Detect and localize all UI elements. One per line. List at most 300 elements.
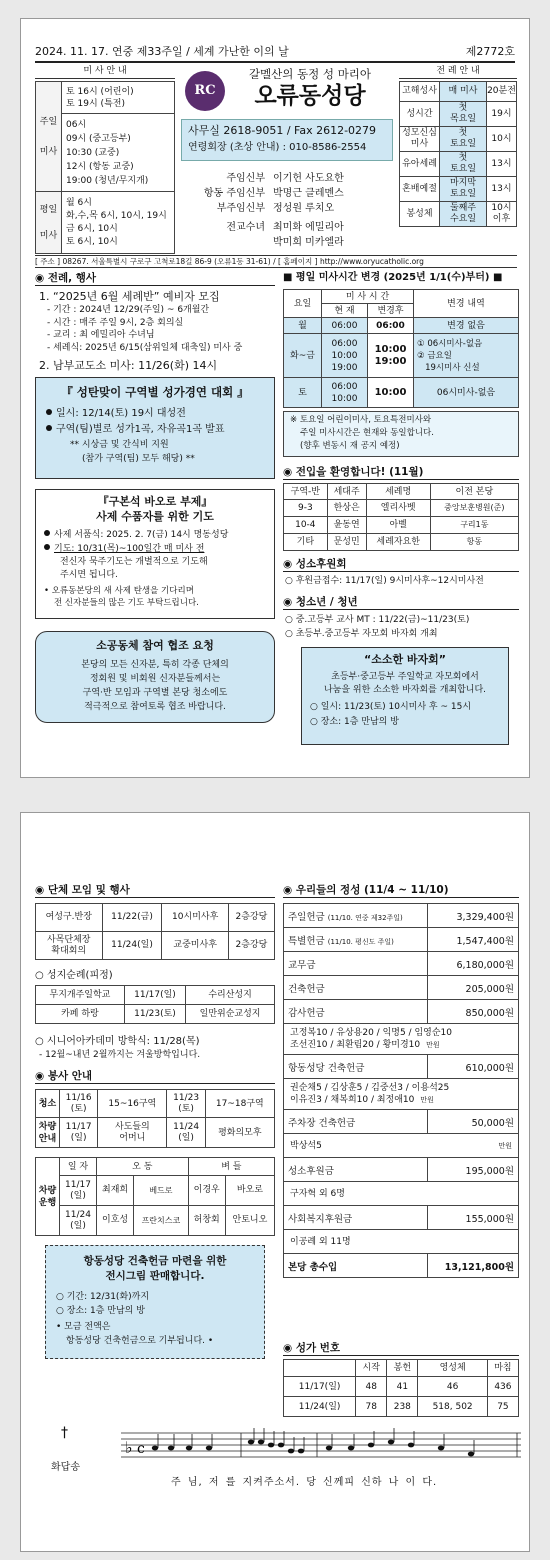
cell: 11/24 (일) bbox=[167, 1118, 205, 1148]
ordination-date: 사제 서품식: 2025. 2. 7(금) 14시 명동성당 bbox=[54, 530, 229, 540]
list-item: 09시 (중고등부) bbox=[66, 133, 131, 144]
table-row bbox=[284, 1158, 519, 1182]
sacrament-table bbox=[399, 81, 517, 227]
offering-amount: 50,000원 bbox=[427, 1110, 518, 1134]
list-item: 화,수,목 6시, 10시, 19시 bbox=[66, 210, 167, 221]
list-item: 12시 (항동 교중) bbox=[66, 161, 134, 172]
logo-text: RC bbox=[194, 83, 216, 98]
column-header: 오 동 bbox=[96, 1158, 188, 1176]
clergy-name: 박명근 클레멘스 bbox=[273, 188, 344, 199]
table-row bbox=[36, 904, 275, 932]
table-row bbox=[400, 82, 517, 102]
address-bar: [ 주소 ] 08267. 서울특별시 구로구 고척로18길 86-9 (오류1동 31-61) / [ 홈페이지 ] http://www.oryucatholic.org bbox=[35, 255, 517, 268]
offering-name: 건축헌금 bbox=[284, 976, 428, 1000]
sacrament-day: 첫 토요일 bbox=[440, 127, 487, 152]
service-table bbox=[35, 1089, 275, 1148]
section-title: 전례, 행사 bbox=[47, 272, 97, 284]
baptism-class-title: 1. “2025년 6월 세례반” 예비자 모집 bbox=[39, 290, 220, 303]
cell: 75 bbox=[487, 1397, 518, 1417]
list-item: 19:00 (청년/무지개) bbox=[66, 175, 149, 186]
table-row bbox=[284, 517, 519, 534]
welcome-table bbox=[283, 483, 519, 551]
carol-prize-note: (참가 구역(팀) 모두 해당) ** bbox=[82, 454, 195, 464]
cell: 436 bbox=[487, 1377, 518, 1397]
cell: 허창회 bbox=[188, 1206, 225, 1236]
cell: 11/17 (일) bbox=[60, 1176, 97, 1206]
table-row bbox=[284, 1206, 519, 1230]
offerings-table bbox=[283, 903, 519, 1278]
deacon-title: 『구본석 바오로 부제』 bbox=[97, 495, 213, 508]
list-item: - 교리 : 최 에밀리아 수녀님 bbox=[47, 330, 155, 340]
clergy-row bbox=[181, 235, 393, 250]
cell: 06시미사-없음 bbox=[414, 378, 519, 408]
table-row bbox=[284, 1110, 519, 1134]
clergy-name: 이기헌 사도요한 bbox=[273, 173, 344, 184]
note-head bbox=[368, 1443, 374, 1448]
weekday-mass-list bbox=[62, 192, 175, 254]
cell: 사도들의 어머니 bbox=[98, 1118, 167, 1148]
cell: 변경 없음 bbox=[414, 318, 519, 334]
note-head bbox=[438, 1446, 444, 1451]
table-row bbox=[284, 976, 519, 1000]
carol-contest-title: 『 성탄맞이 구역별 성가경연 대회 』 bbox=[61, 385, 249, 399]
prayer-note: 주시면 됩니다. bbox=[60, 570, 118, 580]
cell: 11/23(토) bbox=[124, 1005, 185, 1024]
clergy-role: 부주임신부 bbox=[216, 203, 265, 214]
cell: 세례자요한 bbox=[366, 534, 430, 551]
offering-amount: 850,000원 bbox=[427, 1000, 518, 1024]
clergy-role bbox=[181, 235, 273, 250]
header-mass-time: 미 사 시 간 bbox=[322, 290, 414, 304]
cell: 사목단체장 확대회의 bbox=[36, 932, 103, 960]
issue-date-title: 2024. 11. 17. 연중 제33주일 / 세계 가난한 이의 날 bbox=[35, 45, 289, 58]
clergy-role: 항동 주임신부 bbox=[203, 188, 265, 199]
unit-label: 만원 bbox=[498, 1141, 512, 1150]
ordination-prayer-box bbox=[35, 489, 275, 619]
music-staff bbox=[121, 1423, 521, 1471]
bazaar-date: ○ 일시: 11/23(토) 10시미사 후 ~ 15시 bbox=[310, 702, 472, 712]
hymn-table bbox=[283, 1359, 519, 1417]
note-head bbox=[288, 1449, 294, 1454]
donor-names: 박상석5 bbox=[290, 1140, 322, 1151]
sacrament-guide bbox=[399, 65, 517, 227]
cell: 일만위순교성지 bbox=[186, 1005, 275, 1024]
prayer-period: 기도: 10/31(목)~100일간 매 미사 전 bbox=[54, 544, 205, 554]
cell: 46 bbox=[418, 1377, 487, 1397]
table-row bbox=[284, 334, 519, 378]
list-item: - 시간 : 매주 주일 9시, 2층 회의실 bbox=[47, 317, 184, 328]
community-text: 정회원 및 비회원 신자분들께서는 bbox=[89, 674, 221, 684]
cell: 이경우 bbox=[188, 1176, 225, 1206]
donor-names: 고정복10 / 유상용20 / 익명5 / 임영순10 bbox=[290, 1028, 452, 1038]
cell: 아벨 bbox=[366, 517, 430, 534]
response-label: 화답송 bbox=[51, 1462, 80, 1473]
donor-names: 조선진10 / 최환림20 / 황미경10 bbox=[290, 1040, 421, 1050]
table-row bbox=[284, 1230, 519, 1254]
note-head bbox=[168, 1446, 174, 1451]
offering-note: (11/10. 평신도 주일) bbox=[327, 937, 394, 946]
cell: 06:00 10:00 bbox=[322, 378, 368, 408]
note-head bbox=[298, 1449, 304, 1454]
clergy-name: 정성원 루치오 bbox=[273, 203, 335, 214]
sacrament-name: 성시간 bbox=[400, 102, 440, 127]
liturgy-content bbox=[39, 289, 279, 373]
parish-name: 오류동성당 bbox=[254, 83, 366, 109]
table-row bbox=[284, 904, 519, 928]
table-row bbox=[284, 952, 519, 976]
cell: 06:00 bbox=[322, 318, 368, 334]
sacrament-time: 13시 bbox=[487, 177, 517, 202]
sacrament-day: 마지막 토요일 bbox=[440, 177, 487, 202]
column-header bbox=[284, 1360, 356, 1377]
table-row bbox=[284, 1000, 519, 1024]
table-row bbox=[36, 1090, 275, 1118]
donor-names: 이공례 외 11명 bbox=[284, 1230, 519, 1254]
sacrament-day: 둘째주 수요일 bbox=[440, 202, 487, 227]
cell: 11/16 (토) bbox=[60, 1090, 98, 1118]
column-header: 봉헌 bbox=[387, 1360, 418, 1377]
cell: 78 bbox=[356, 1397, 387, 1417]
list-item: - 세례식: 2025년 6/15(삼위일체 대축일) 미사 중 bbox=[47, 342, 243, 353]
cell: 9-3 bbox=[284, 500, 328, 517]
note-head bbox=[408, 1443, 414, 1448]
bullet-icon: ◉ bbox=[283, 1342, 296, 1354]
bulletin-page-front bbox=[20, 18, 530, 778]
note-head bbox=[388, 1440, 394, 1445]
bazaar-place: ○ 장소: 1층 만남의 방 bbox=[310, 717, 399, 727]
cell: 교중미사후 bbox=[162, 932, 228, 960]
cross-icon: † bbox=[61, 1425, 68, 1441]
section-liturgy bbox=[35, 271, 275, 286]
cell: 06:00 bbox=[368, 318, 414, 334]
column-header: 시작 bbox=[356, 1360, 387, 1377]
driver-table bbox=[35, 1157, 275, 1236]
cell: 10시미사후 bbox=[162, 904, 228, 932]
bazaar-box bbox=[301, 647, 509, 745]
section-offerings bbox=[283, 883, 519, 898]
offering-amount: 205,000원 bbox=[427, 976, 518, 1000]
cell: 수리산성지 bbox=[186, 986, 275, 1005]
sacrament-time: 20분전 bbox=[487, 82, 517, 102]
bullet-icon: ◉ bbox=[35, 1070, 48, 1082]
bullet-icon: ◉ bbox=[283, 466, 296, 478]
table-row bbox=[284, 1079, 519, 1110]
cell: 41 bbox=[387, 1377, 418, 1397]
mass-guide bbox=[35, 65, 175, 254]
cell: ① 06시미사-없음 ② 금요일 19시미사 신설 bbox=[414, 334, 519, 378]
section-title: 전입을 환영합니다! (11월) bbox=[295, 466, 424, 478]
section-title: 성가 번호 bbox=[295, 1342, 341, 1354]
list-item: 토 6시, 10시 bbox=[66, 236, 118, 247]
clergy-name: 최미화 에밀리아 bbox=[273, 222, 344, 233]
bullet-icon bbox=[46, 409, 52, 415]
clergy-name: 박미희 미카엘라 bbox=[273, 237, 344, 248]
cell: 항동 bbox=[430, 534, 518, 551]
cell: 월 bbox=[284, 318, 322, 334]
cell: 엘리사벳 bbox=[366, 500, 430, 517]
bulletin-header bbox=[35, 45, 515, 63]
header-details: 변경 내역 bbox=[414, 290, 519, 318]
table-row bbox=[400, 202, 517, 227]
sacrament-name: 성모신심 미사 bbox=[400, 127, 440, 152]
sacrament-time: 10시 bbox=[487, 127, 517, 152]
clergy-role: 주임신부 bbox=[226, 173, 265, 184]
bazaar-text: 나눔을 위한 소소한 바자회를 개최합니다. bbox=[323, 685, 487, 695]
clergy-row bbox=[181, 171, 393, 186]
bazaar-announce: ○ 초등부.중고등부 자모회 바자회 개최 bbox=[285, 629, 438, 639]
mass-guide-table bbox=[35, 81, 175, 254]
sacrament-day: 첫 목요일 bbox=[440, 102, 487, 127]
cell: 화~금 bbox=[284, 334, 322, 378]
table-header-row bbox=[36, 1158, 275, 1176]
header-current: 현 재 bbox=[322, 304, 368, 318]
offering-amount: 195,000원 bbox=[427, 1158, 518, 1182]
carol-date: 일시: 12/14(토) 19시 대성전 bbox=[56, 408, 186, 419]
offering-amount: 6,180,000원 bbox=[427, 952, 518, 976]
cell: 바오로 bbox=[225, 1176, 274, 1206]
funeral-contact: 연령회장 (초상 안내) : 010-8586-2554 bbox=[188, 142, 367, 153]
note-line: ※ 토요일 어린이미사, 토요특전미사와 bbox=[290, 415, 432, 425]
table-row bbox=[400, 152, 517, 177]
section-youth bbox=[283, 595, 519, 610]
offering-name: 교무금 bbox=[284, 952, 428, 976]
unit-label: 만원 bbox=[420, 1096, 434, 1104]
clergy-list bbox=[181, 171, 393, 250]
note-head bbox=[258, 1440, 264, 1445]
weekday-change-title: ■ 평일 미사시간 변경 (2025년 1/1(수)부터) ■ bbox=[283, 272, 503, 283]
carol-contest-box bbox=[35, 377, 275, 479]
youth-lines bbox=[285, 613, 521, 641]
section-title: 우리들의 정성 (11/4 ~ 11/10) bbox=[295, 884, 449, 896]
bullet-icon bbox=[44, 530, 50, 536]
column-header: 영성체 bbox=[418, 1360, 487, 1377]
carol-songs: 구역(팀)별로 성가1곡, 자유곡1곡 발표 bbox=[56, 424, 225, 435]
note-head bbox=[468, 1452, 474, 1457]
clergy-row bbox=[181, 201, 393, 216]
offering-amount: 610,000원 bbox=[427, 1055, 518, 1079]
offering-name: 주차장 건축헌금 bbox=[284, 1110, 428, 1134]
cell: 06:00 10:00 19:00 bbox=[322, 334, 368, 378]
mass-guide-title: 미 사 안 내 bbox=[35, 65, 175, 79]
table-row bbox=[400, 127, 517, 152]
sacrament-name: 봉성체 bbox=[400, 202, 440, 227]
column-header: 일 자 bbox=[60, 1158, 97, 1176]
office-phone: 사무실 2618-9051 / Fax 2612-0279 bbox=[188, 124, 377, 137]
bullet-icon: ◉ bbox=[283, 558, 296, 570]
cell: 구리1동 bbox=[430, 517, 518, 534]
bullet-icon bbox=[46, 425, 52, 431]
note-line: (향후 변동시 재 공지 예정) bbox=[300, 441, 400, 451]
column-header: 이전 본당 bbox=[430, 484, 518, 500]
sunday-label-2: 미사 bbox=[39, 146, 58, 157]
note-head bbox=[248, 1440, 254, 1445]
weekday-label-1: 평일 bbox=[39, 204, 58, 215]
table-row bbox=[284, 1134, 519, 1158]
cell: 17~18구역 bbox=[205, 1090, 274, 1118]
cell: 11/22(금) bbox=[102, 904, 162, 932]
bullet-icon: ◉ bbox=[283, 596, 296, 608]
bullet-icon: ◉ bbox=[35, 272, 48, 284]
teacher-mt: ○ 중.고등부 교사 MT : 11/22(금)~11/23(토) bbox=[285, 615, 470, 625]
offering-amount: 3,329,400원 bbox=[427, 904, 518, 928]
note-head bbox=[326, 1446, 332, 1451]
carol-prize: ** 시상금 및 간식비 지원 bbox=[70, 440, 169, 450]
supporters-text: ○ 후원금접수: 11/17(일) 9시미사후~12시미사전 bbox=[285, 576, 484, 586]
cell: 중앙보훈병원(준) bbox=[430, 500, 518, 517]
bazaar-text: 초등부·중고등부 주일학교 자모회에서 bbox=[331, 672, 479, 682]
cell: 11/17(일) bbox=[284, 1377, 356, 1397]
sacrament-name: 혼배예절 bbox=[400, 177, 440, 202]
sacrament-time: 19시 bbox=[487, 102, 517, 127]
art-sale-box bbox=[45, 1245, 265, 1359]
cell: 238 bbox=[387, 1397, 418, 1417]
header-day: 요일 bbox=[284, 290, 322, 318]
section-title: 청소년 / 청년 bbox=[295, 596, 358, 608]
donor-names: 구자혁 외 6명 bbox=[284, 1182, 519, 1206]
pilgrimage-table bbox=[35, 985, 275, 1024]
sacrament-guide-title: 전 례 안 내 bbox=[399, 65, 517, 79]
cell: 11/24(일) bbox=[284, 1397, 356, 1417]
column-header: 세대주 bbox=[327, 484, 366, 500]
bullet-icon: ◉ bbox=[283, 884, 296, 896]
svg-text:♭: ♭ bbox=[125, 1438, 133, 1457]
weekday-change-note bbox=[283, 411, 519, 457]
community-text: 본당의 모든 신자분, 특히 각종 단체의 bbox=[81, 660, 229, 670]
sacrament-day: 매 미사 bbox=[440, 82, 487, 102]
art-sale-subtitle: 전시그림 판매합니다. bbox=[105, 1270, 205, 1282]
prayer-request: 전 신자분들의 많은 기도 부탁드립니다. bbox=[54, 598, 199, 608]
column-header: 벼 들 bbox=[188, 1158, 274, 1176]
total-label: 본당 총수입 bbox=[284, 1254, 428, 1278]
sat-child-mass: 토 16시 (어린이) bbox=[66, 86, 134, 97]
offering-amount: 155,000원 bbox=[427, 1206, 518, 1230]
offering-name: 성소후원금 bbox=[284, 1158, 428, 1182]
prayer-title: 사제 수품자를 위한 기도 bbox=[96, 510, 214, 523]
note-head bbox=[206, 1446, 212, 1451]
cell: 차량 안내 bbox=[36, 1118, 60, 1148]
community-text: 적극적으로 참여토록 협조 바랍니다. bbox=[84, 702, 226, 712]
art-sale-note: 항동성당 건축헌금으로 기부됩니다. • bbox=[66, 1336, 214, 1346]
table-row bbox=[36, 1176, 275, 1206]
note-head bbox=[186, 1446, 192, 1451]
cell: 11/24 (일) bbox=[60, 1206, 97, 1236]
sunday-mass-list bbox=[62, 114, 175, 192]
small-community-box bbox=[35, 631, 275, 723]
sacrament-name: 고해성사 bbox=[400, 82, 440, 102]
header-after: 변경후 bbox=[368, 304, 414, 318]
table-row bbox=[36, 1005, 275, 1024]
column-header: 세례명 bbox=[366, 484, 430, 500]
prison-mass: 2. 남부교도소 미사: 11/26(화) 14시 bbox=[39, 359, 218, 372]
art-sale-title: 항동성당 건축헌금 마련을 위한 bbox=[83, 1255, 227, 1267]
note-head bbox=[348, 1446, 354, 1451]
cell: 11/24(일) bbox=[102, 932, 162, 960]
baptism-class-details bbox=[39, 304, 279, 354]
table-row bbox=[400, 177, 517, 202]
parish-info bbox=[181, 65, 393, 251]
offering-name: 주일헌금 bbox=[288, 911, 325, 923]
offering-amount: 1,547,400원 bbox=[427, 928, 518, 952]
cell: 10:00 bbox=[368, 378, 414, 408]
cell: 2층강당 bbox=[228, 932, 274, 960]
section-title: 봉사 안내 bbox=[47, 1070, 93, 1082]
driver-label: 차량 운행 bbox=[36, 1158, 60, 1236]
note-head bbox=[268, 1443, 274, 1448]
donor-names: 권순채5 / 김상훈5 / 김중선3 / 이용석25 bbox=[290, 1083, 450, 1093]
section-title: 성소후원회 bbox=[295, 558, 347, 570]
offering-name: 항동성당 건축헌금 bbox=[284, 1055, 428, 1079]
pilgrimage-title: ○ 성지순례(피정) bbox=[35, 970, 113, 981]
cell: 카페 하랑 bbox=[36, 1005, 125, 1024]
clergy-role: 전교수녀 bbox=[226, 222, 265, 233]
cell: 윤동연 bbox=[327, 517, 366, 534]
cell: 평화의모후 bbox=[205, 1118, 274, 1148]
note-head bbox=[152, 1446, 158, 1451]
section-title: 단체 모임 및 행사 bbox=[47, 884, 130, 896]
art-sale-place: ○ 장소: 1층 만남의 방 bbox=[56, 1306, 145, 1316]
sunday-label-1: 주일 bbox=[39, 116, 58, 127]
total-amount: 13,121,800원 bbox=[427, 1254, 518, 1278]
cell: 토 bbox=[284, 378, 322, 408]
table-row bbox=[284, 1254, 519, 1278]
community-text: 구역·반 모임과 구역별 본당 청소에도 bbox=[82, 688, 228, 698]
cell: 프란치스코 bbox=[134, 1206, 188, 1236]
list-item: 10:30 (교중) bbox=[66, 147, 120, 158]
response-lyrics: 주 님, 저 를 지켜주소서. 당 신께피 신하 나 이 다. bbox=[171, 1477, 438, 1488]
academy-closing: ○ 시니어아카데미 방학식: 11/28(목) bbox=[35, 1036, 200, 1047]
parish-logo bbox=[185, 71, 225, 111]
groups-table bbox=[35, 903, 275, 960]
bullet-icon: ◉ bbox=[35, 884, 48, 896]
academy-note: - 12월~내년 2월까지는 겨울방학입니다. bbox=[39, 1050, 201, 1060]
table-row bbox=[284, 318, 519, 334]
section-service bbox=[35, 1069, 275, 1084]
clergy-row bbox=[181, 186, 393, 201]
svg-text:c: c bbox=[137, 1441, 145, 1457]
table-row bbox=[284, 928, 519, 952]
unit-label: 만원 bbox=[426, 1041, 440, 1049]
bulletin-page-back bbox=[20, 812, 530, 1552]
table-row bbox=[284, 1024, 519, 1055]
donor-names: 이유진3 / 채복희10 / 최정애10 bbox=[290, 1095, 415, 1105]
table-header-row bbox=[284, 484, 519, 500]
cell: 11/23 (토) bbox=[167, 1090, 205, 1118]
section-supporters bbox=[283, 557, 519, 572]
note-line: 주일 미사시간은 현재와 동일합니다. bbox=[300, 428, 434, 438]
table-row bbox=[284, 1182, 519, 1206]
section-hymns bbox=[283, 1341, 519, 1356]
note-head bbox=[278, 1443, 284, 1448]
bazaar-title: “소소한 바자회” bbox=[363, 653, 447, 666]
cell: 518, 502 bbox=[418, 1397, 487, 1417]
table-row bbox=[36, 932, 275, 960]
cell: 10:00 19:00 bbox=[368, 334, 414, 378]
parish-subtitle: 갈멜산의 동정 성 마리아 bbox=[248, 67, 372, 81]
table-row bbox=[284, 1055, 519, 1079]
cell: 여성구.반장 bbox=[36, 904, 103, 932]
offering-name: 감사헌금 bbox=[284, 1000, 428, 1024]
issue-number: 제2772호 bbox=[465, 45, 515, 58]
prayer-note: 전신자 묵주기도는 개별적으로 기도해 bbox=[60, 557, 208, 567]
offering-name: 사회복지후원금 bbox=[284, 1206, 428, 1230]
cell: 한상은 bbox=[327, 500, 366, 517]
table-row bbox=[284, 500, 519, 517]
section-welcome bbox=[283, 465, 519, 480]
table-row bbox=[284, 378, 519, 408]
table-row bbox=[36, 986, 275, 1005]
cell: 기타 bbox=[284, 534, 328, 551]
cell: 10-4 bbox=[284, 517, 328, 534]
